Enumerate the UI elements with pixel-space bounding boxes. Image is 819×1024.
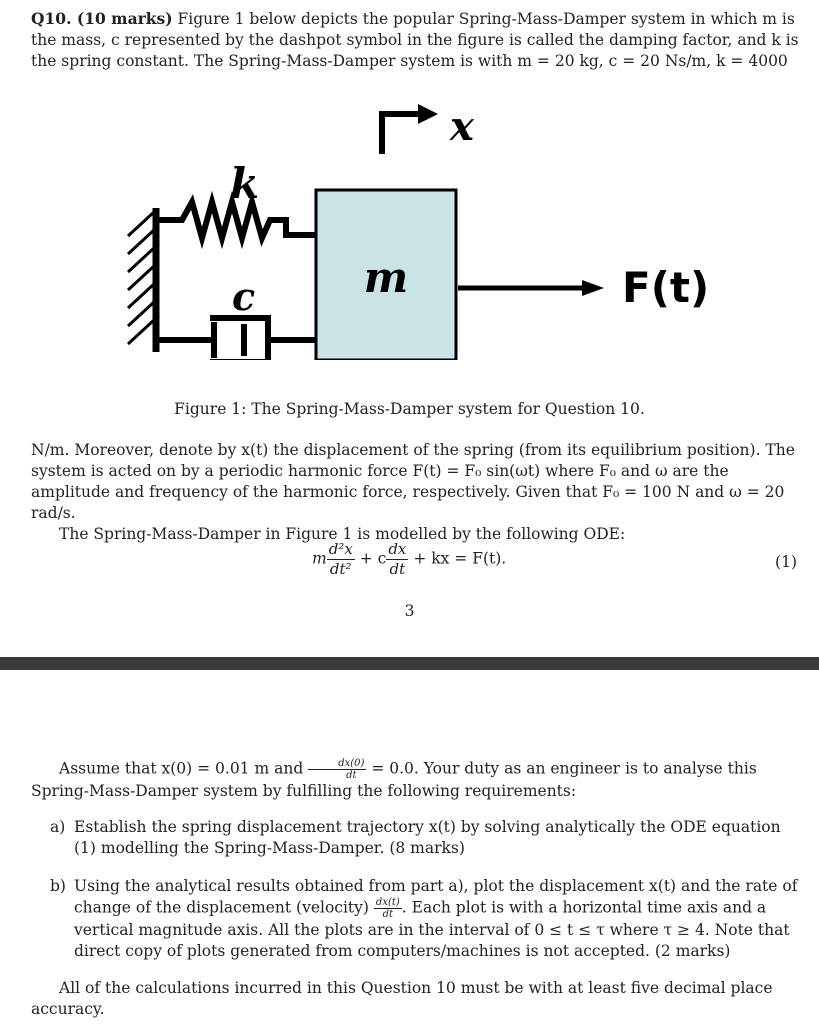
x-direction-arrow [382, 104, 438, 154]
spring-mass-damper-figure [120, 100, 720, 360]
initial-velocity-fraction: $\frac{dx(0)}{dt}$ [308, 758, 366, 781]
requirement-a-text: Establish the spring displacement trajectory x(t) by solving analytically the ODE equation (1) modelling the Spring-Mass-Damper. (8 marks) [74, 818, 781, 857]
assumption-paragraph [31, 758, 801, 802]
closing-paragraph: All of the calculations incurred in this Question 10 must be with at least five decimal place accuracy. [31, 979, 773, 1018]
force-arrow [458, 280, 604, 296]
figure-caption: Figure 1: The Spring-Mass-Damper system for Question 10. [174, 400, 645, 418]
equation-number: (1) [775, 553, 797, 571]
requirement-b [50, 876, 800, 962]
question-intro-text: Figure 1 below depicts the popular Spring-Mass-Damper system in which m is the mass, c represented by the dashpot symbol in the figure is called the damping factor, and k is the spring constant. The Spring-Mass-Damper system is with m = 20 kg, c = 20 Ns/m, k = 4000 [31, 10, 799, 70]
velocity-fraction: $\frac{dx(t)}{dt}$ [375, 897, 400, 920]
eq-plus-c: + c [359, 549, 387, 568]
eq-d2x-fraction: $\frac{\text{d²x}}{\text{dt²}}$ [328, 540, 353, 578]
c-label: c [232, 274, 256, 319]
dashpot [156, 318, 316, 360]
page-divider [0, 657, 819, 670]
question-intro [31, 8, 801, 72]
requirement-a-label: a) [50, 818, 66, 836]
k-label: k [230, 159, 260, 208]
question-continuation-text: N/m. Moreover, denote by x(t) the displacement of the spring (from its equilibrium position). The system is acted on by a periodic harmonic force F(t) = F₀ sin(ωt) where F₀ and ω are the amplitude and frequency of the harmonic force, respectively. Given that F₀ = 100 N and ω = 20 rad/s. [31, 441, 795, 522]
assume-post: = 0.0. Your duty as an engineer is to analyse this Spring-Mass-Damper system by fulfilling the following requirements: [31, 759, 757, 800]
question-heading: Q10. (10 marks) [31, 9, 173, 28]
requirement-b-label: b) [50, 877, 66, 895]
m-label: m [363, 253, 409, 302]
eq-rest: + kx = F(t). [413, 549, 507, 568]
eq-coef-m: m [312, 549, 327, 568]
ode-intro: The Spring-Mass-Damper in Figure 1 is modelled by the following ODE: [59, 525, 626, 543]
requirement-a [50, 817, 800, 859]
assume-pre: Assume that x(0) = 0.01 m and [59, 759, 304, 778]
requirement-b-text: Using the analytical results obtained from part a), plot the displacement x(t) and the rate of change of the displacement (velocity) $\frac{dx(t)}{dt}$ . Each plot is with a horizontal time axis and a vertical magnitude axis. All the plots are in the interval of 0 ≤ t ≤ τ where τ ≥ 4. Note that direct copy of plots generated from computers/machines is not accepted. (2 marks) [74, 877, 798, 960]
force-label: F(t) [622, 263, 710, 312]
x-label: x [450, 103, 474, 150]
ode-equation [312, 540, 506, 579]
question-continuation [31, 440, 801, 545]
wall [128, 208, 156, 352]
eq-dx-fraction: $\frac{dx}{dt}$ [388, 540, 407, 578]
page-number: 3 [404, 602, 415, 620]
